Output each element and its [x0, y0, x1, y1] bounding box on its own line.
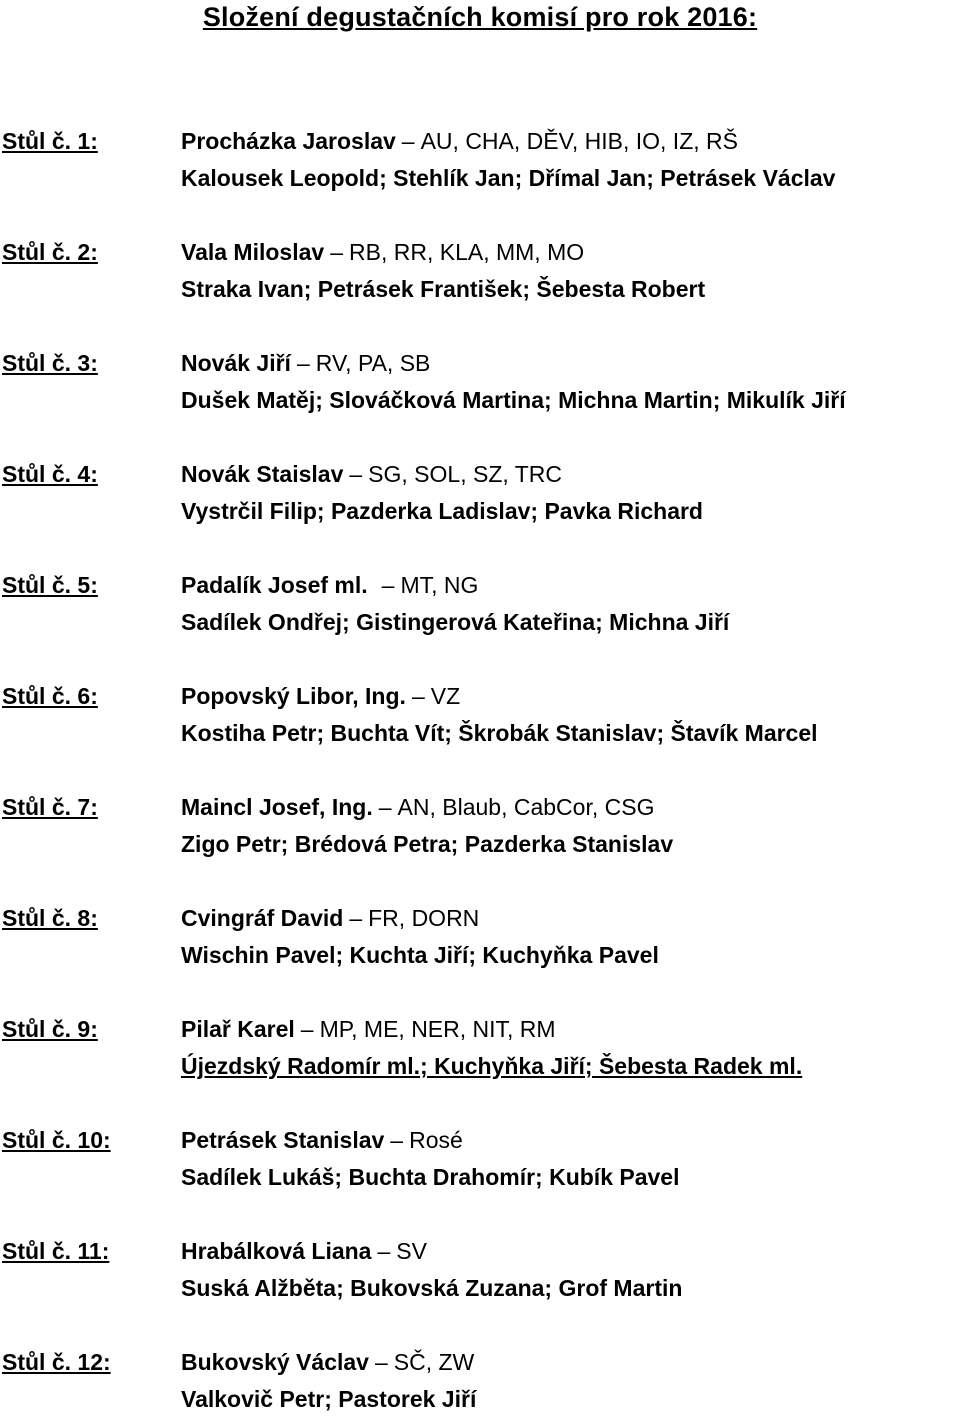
committee-members: Wischin Pavel; Kuchta Jiří; Kuchyňka Pavel [181, 942, 659, 968]
wine-variety-codes: MP, ME, NER, NIT, RM [319, 1016, 556, 1042]
table-head-line: Petrásek Stanislav – Rosé [181, 1127, 463, 1153]
wine-variety-codes: VZ [430, 683, 461, 709]
table-entry-5 [0, 570, 960, 650]
table-entry-8 [0, 903, 960, 983]
table-head-line: Bukovský Václav – SČ, ZW [181, 1349, 475, 1375]
table-entry-11 [0, 1236, 960, 1316]
table-head-line: Maincl Josef, Ing. – AN, Blaub, CabCor, CSG [181, 794, 655, 820]
wine-variety-codes: Rosé [409, 1127, 463, 1153]
table-head-line: Novák Jiří – RV, PA, SB [181, 350, 431, 376]
wine-variety-codes: RB, RR, KLA, MM, MO [349, 239, 585, 265]
committee-members: Vystrčil Filip; Pazderka Ladislav; Pavka Richard [181, 498, 703, 524]
table-head-line: Pilař Karel – MP, ME, NER, NIT, RM [181, 1016, 556, 1042]
committee-members: Zigo Petr; Brédová Petra; Pazderka Stanislav [181, 831, 674, 857]
wine-variety-codes: RV, PA, SB [315, 350, 431, 376]
table-label: Stůl č. 8: [2, 905, 98, 931]
committee-members: Kalousek Leopold; Stehlík Jan; Dřímal Jan; Petrásek Václav [181, 165, 836, 191]
committee-members: Kostiha Petr; Buchta Vít; Škrobák Stanislav; Štavík Marcel [181, 720, 818, 746]
table-entry-2 [0, 237, 960, 317]
table-entry-7 [0, 792, 960, 872]
chairperson-name: Cvingráf David [181, 905, 344, 931]
committee-members: Suská Alžběta; Bukovská Zuzana; Grof Martin [181, 1275, 683, 1301]
chairperson-name: Bukovský Václav [181, 1349, 369, 1375]
table-head-line: Popovský Libor, Ing. – VZ [181, 683, 461, 709]
table-entry-10 [0, 1125, 960, 1205]
table-label: Stůl č. 11: [2, 1238, 110, 1264]
table-entry-12 [0, 1347, 960, 1427]
committee-members: Sadílek Lukáš; Buchta Drahomír; Kubík Pavel [181, 1164, 680, 1190]
wine-variety-codes: SV [396, 1238, 427, 1264]
table-label: Stůl č. 6: [2, 683, 98, 709]
table-label: Stůl č. 9: [2, 1016, 98, 1042]
table-label: Stůl č. 2: [2, 239, 98, 265]
table-label: Stůl č. 7: [2, 794, 98, 820]
table-head-line: Vala Miloslav – RB, RR, KLA, MM, MO [181, 239, 585, 265]
table-head-line: Cvingráf David – FR, DORN [181, 905, 480, 931]
table-entry-9 [0, 1014, 960, 1094]
chairperson-name: Padalík Josef ml. [181, 572, 368, 598]
table-head-line: Hrabálková Liana – SV [181, 1238, 427, 1264]
chairperson-name: Procházka Jaroslav [181, 128, 396, 154]
table-label: Stůl č. 4: [2, 461, 98, 487]
wine-variety-codes: MT, NG [400, 572, 479, 598]
table-label: Stůl č. 5: [2, 572, 98, 598]
table-entry-6 [0, 681, 960, 761]
chairperson-name: Maincl Josef, Ing. [181, 794, 373, 820]
chairperson-name: Popovský Libor, Ing. [181, 683, 406, 709]
chairperson-name: Petrásek Stanislav [181, 1127, 385, 1153]
committee-members: Straka Ivan; Petrásek František; Šebesta Robert [181, 276, 706, 302]
wine-variety-codes: FR, DORN [368, 905, 480, 931]
table-entry-3 [0, 348, 960, 428]
chairperson-name: Pilař Karel [181, 1016, 295, 1042]
table-label: Stůl č. 1: [2, 128, 98, 154]
chairperson-name: Novák Jiří [181, 350, 291, 376]
wine-variety-codes: SČ, ZW [393, 1349, 475, 1375]
table-entry-4 [0, 459, 960, 539]
table-label: Stůl č. 3: [2, 350, 98, 376]
table-head-line: Padalík Josef ml. – MT, NG [181, 572, 479, 598]
chairperson-name: Vala Miloslav [181, 239, 325, 265]
committee-members: Újezdský Radomír ml.; Kuchyňka Jiří; Šebesta Radek ml. [181, 1053, 803, 1079]
chairperson-name: Hrabálková Liana [181, 1238, 372, 1264]
committee-members: Dušek Matěj; Slováčková Martina; Michna Martin; Mikulík Jiří [181, 387, 846, 413]
table-head-line: Procházka Jaroslav – AU, CHA, DĚV, HIB, IO, IZ, RŠ [181, 128, 738, 154]
wine-variety-codes: SG, SOL, SZ, TRC [368, 461, 563, 487]
table-label: Stůl č. 10: [2, 1127, 111, 1153]
wine-variety-codes: AN, Blaub, CabCor, CSG [397, 794, 655, 820]
table-head-line: Novák Staislav – SG, SOL, SZ, TRC [181, 461, 563, 487]
committee-members: Sadílek Ondřej; Gistingerová Kateřina; Michna Jiří [181, 609, 730, 635]
table-entry-1 [0, 126, 960, 206]
chairperson-name: Novák Staislav [181, 461, 344, 487]
table-label: Stůl č. 12: [2, 1349, 111, 1375]
committee-members: Valkovič Petr; Pastorek Jiří [181, 1386, 477, 1412]
page-title: Složení degustačních komisí pro rok 2016: [202, 2, 758, 32]
wine-variety-codes: AU, CHA, DĚV, HIB, IO, IZ, RŠ [420, 128, 738, 154]
